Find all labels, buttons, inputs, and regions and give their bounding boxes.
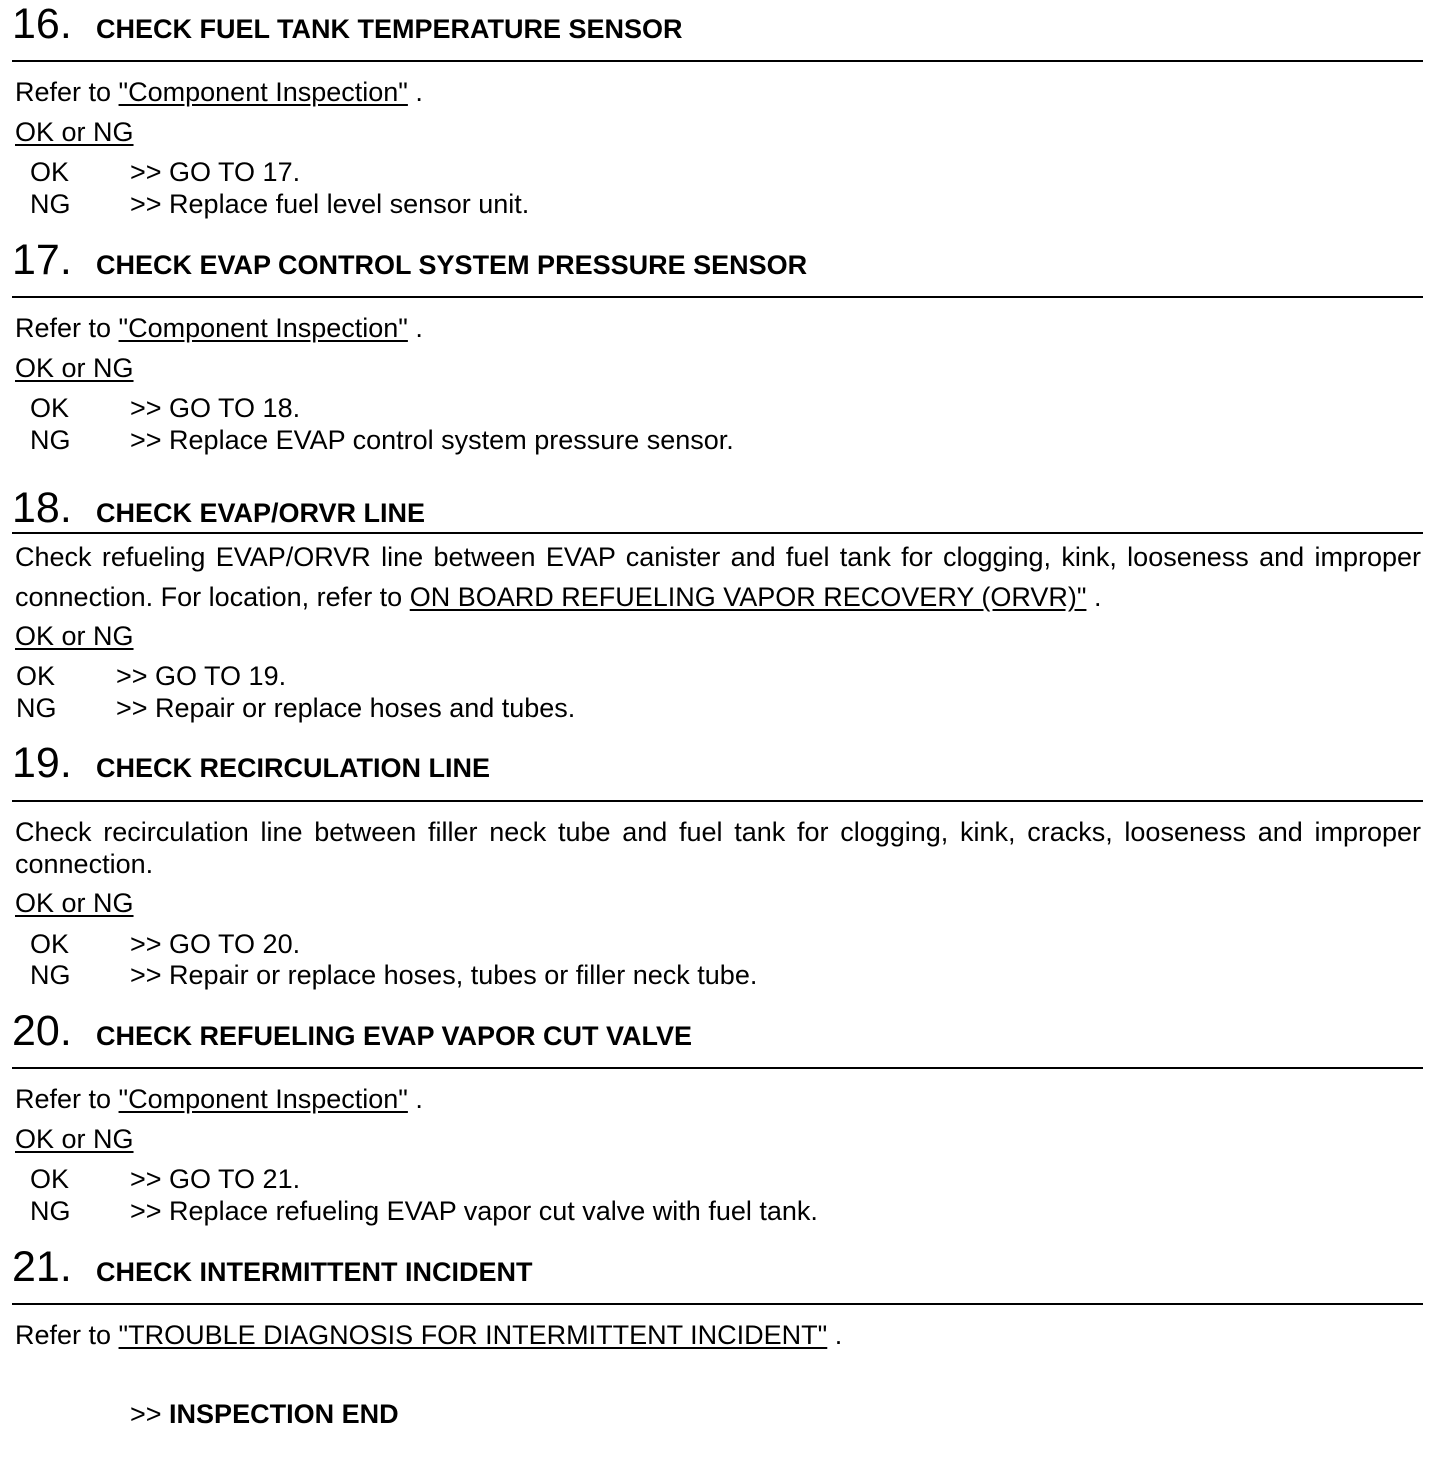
step-19 — [12, 739, 1423, 990]
step-divider — [12, 296, 1423, 298]
step-header — [12, 484, 1423, 534]
refer-suffix: . — [407, 77, 423, 107]
step-divider — [12, 532, 1423, 534]
refer-prefix: Refer to — [15, 313, 119, 343]
refer-line — [15, 76, 423, 108]
ok-or-ng-heading: OK or NG — [15, 1124, 134, 1154]
step-number: 16. — [12, 0, 72, 48]
result-action: >> GO TO 20. — [130, 929, 301, 959]
end-label: INSPECTION END — [169, 1399, 399, 1429]
step-20 — [12, 1007, 1423, 1226]
result-code: OK — [30, 393, 70, 423]
result-action: >> GO TO 21. — [130, 1164, 301, 1194]
orvr-link[interactable]: ON BOARD REFUELING VAPOR RECOVERY (ORVR)" — [409, 582, 1087, 612]
instruction-suffix: . — [1086, 582, 1102, 612]
step-divider — [12, 1303, 1423, 1305]
step-header — [12, 236, 1423, 286]
step-instruction — [15, 537, 1421, 617]
step-21 — [12, 1243, 1423, 1350]
step-instruction: Check recirculation line between filler neck tube and fuel tank for clogging, kink, cracks, looseness and improper connection. — [15, 817, 1421, 879]
result-action: >> GO TO 17. — [130, 157, 301, 187]
result-code: NG — [30, 425, 71, 455]
step-divider — [12, 1067, 1423, 1069]
result-action: >> Replace refueling EVAP vapor cut valve with fuel tank. — [130, 1196, 818, 1226]
step-16 — [12, 0, 1423, 219]
component-inspection-link[interactable]: "Component Inspection" — [118, 77, 408, 107]
step-title: CHECK EVAP CONTROL SYSTEM PRESSURE SENSOR — [96, 250, 808, 280]
step-number: 21. — [12, 1243, 72, 1291]
ok-or-ng-heading: OK or NG — [15, 353, 134, 383]
step-title: CHECK REFUELING EVAP VAPOR CUT VALVE — [96, 1021, 693, 1051]
component-inspection-link[interactable]: "Component Inspection" — [118, 1084, 408, 1114]
result-action: >> Replace EVAP control system pressure sensor. — [130, 425, 734, 455]
result-action: >> Repair or replace hoses, tubes or filler neck tube. — [130, 960, 758, 990]
inspection-end — [130, 1398, 399, 1430]
step-header — [12, 739, 1423, 789]
result-code: NG — [16, 693, 57, 723]
component-inspection-link[interactable]: "Component Inspection" — [118, 313, 408, 343]
refer-suffix: . — [407, 1084, 423, 1114]
refer-prefix: Refer to — [15, 77, 119, 107]
intermittent-incident-link[interactable]: "TROUBLE DIAGNOSIS FOR INTERMITTENT INCIDENT" — [118, 1320, 828, 1350]
result-action: >> Repair or replace hoses and tubes. — [116, 693, 576, 723]
result-action: >> GO TO 19. — [116, 661, 287, 691]
step-number: 19. — [12, 739, 72, 787]
result-code: NG — [30, 189, 71, 219]
refer-line — [15, 312, 423, 344]
refer-prefix: Refer to — [15, 1084, 119, 1114]
ok-or-ng-heading: OK or NG — [15, 117, 134, 147]
step-title: CHECK INTERMITTENT INCIDENT — [96, 1257, 533, 1287]
step-title: CHECK EVAP/ORVR LINE — [96, 498, 426, 528]
step-divider — [12, 60, 1423, 62]
ok-or-ng-heading: OK or NG — [15, 888, 134, 918]
step-title: CHECK FUEL TANK TEMPERATURE SENSOR — [96, 14, 683, 44]
step-17 — [12, 236, 1423, 455]
end-prefix: >> — [130, 1399, 170, 1429]
result-code: OK — [30, 1164, 70, 1194]
step-header — [12, 0, 1423, 50]
refer-suffix: . — [827, 1320, 843, 1350]
step-divider — [12, 800, 1423, 802]
refer-prefix: Refer to — [15, 1320, 119, 1350]
instruction-text: Check refueling EVAP/ORVR line between EVAP canister and fuel tank for clogging, kink, looseness and improper connection. For location, refer to — [15, 542, 1421, 612]
result-code: OK — [30, 929, 70, 959]
step-header — [12, 1243, 1423, 1293]
result-action: >> GO TO 18. — [130, 393, 301, 423]
result-code: NG — [30, 1196, 71, 1226]
step-title: CHECK RECIRCULATION LINE — [96, 753, 490, 783]
ok-or-ng-heading: OK or NG — [15, 621, 134, 651]
result-code: OK — [16, 661, 56, 691]
refer-line — [15, 1319, 842, 1351]
refer-suffix: . — [407, 313, 423, 343]
result-action: >> Replace fuel level sensor unit. — [130, 189, 530, 219]
result-code: OK — [30, 157, 70, 187]
step-header — [12, 1007, 1423, 1057]
result-code: NG — [30, 960, 71, 990]
step-number: 20. — [12, 1007, 72, 1055]
step-18 — [12, 484, 1423, 723]
refer-line — [15, 1083, 423, 1115]
step-number: 18. — [12, 484, 72, 532]
step-number: 17. — [12, 236, 72, 284]
